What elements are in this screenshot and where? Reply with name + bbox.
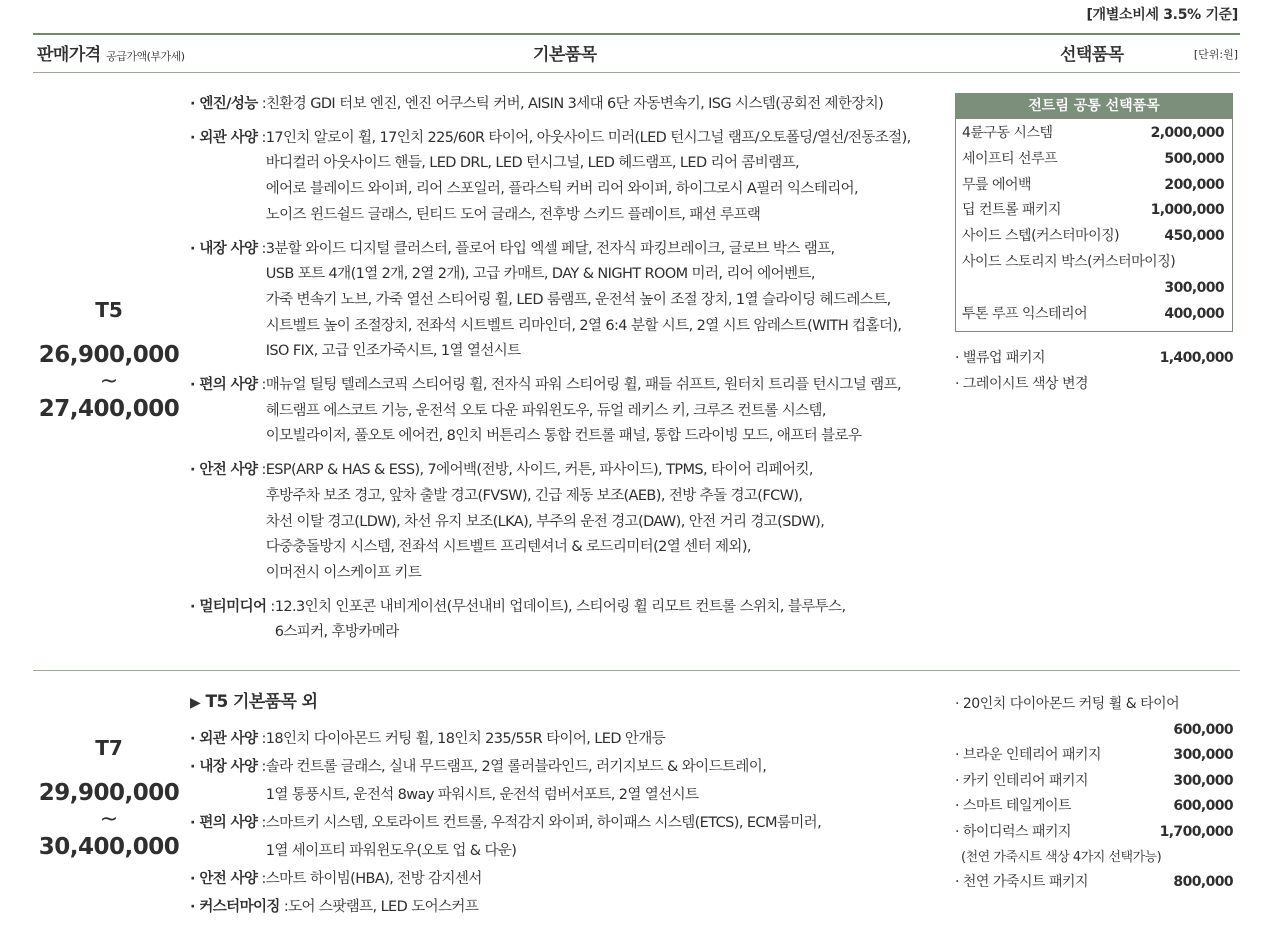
t7-price-tilde: ~ bbox=[99, 807, 119, 832]
spec-line: 이모빌라이저, 풀오토 에어컨, 8인치 버튼리스 통합 컨트롤 패널, 통합 드라이빙 모드, 애프터 블로우 bbox=[265, 428, 862, 445]
t7-option-rows bbox=[955, 743, 1233, 845]
common-options-box bbox=[955, 93, 1233, 332]
option-price: 1,000,000 bbox=[1150, 202, 1224, 219]
t7-extends-label: T5 기본품목 외 bbox=[205, 692, 318, 712]
option-name: · 브라운 인테리어 패키지 bbox=[955, 747, 1102, 763]
spec-text bbox=[266, 237, 940, 366]
spec-label: · 외관 사양 : bbox=[190, 129, 266, 146]
option-row bbox=[962, 173, 1224, 199]
spec-line: ISO FIX, 고급 인조가죽시트, 1열 열선시트 bbox=[265, 343, 521, 360]
spec-line: 노이즈 윈드쉴드 글래스, 틴티드 도어 글래스, 전후방 스키드 플레이트, 패션 루프랙 bbox=[265, 206, 761, 223]
option-name: · 밸류업 패키지 bbox=[955, 350, 1045, 366]
option-row bbox=[962, 276, 1224, 302]
spec-label-text: · 내장 사양 bbox=[190, 758, 258, 775]
spec-line: 18인치 다이아몬드 커팅 휠, 18인치 235/55R 타이어, LED 안개등 bbox=[265, 730, 666, 747]
option-name: · 그레이시트 색상 변경 bbox=[955, 375, 1089, 392]
spec-line: 12.3인치 인포콘 내비게이션(무선내비 업데이트), 스티어링 휠 리모트 컨트롤 스위치, 블루투스, bbox=[274, 598, 846, 615]
option-row bbox=[955, 769, 1233, 795]
spec-line: 차선 이탈 경고(LDW), 차선 유지 보조(LKA), 부주의 운전 경고(DAW), 안전 거리 경고(SDW), bbox=[265, 513, 825, 530]
option-row bbox=[962, 147, 1224, 173]
option-row bbox=[955, 346, 1233, 372]
spec-line: 이머전시 이스케이프 키트 bbox=[265, 564, 422, 581]
option-price: 200,000 bbox=[1164, 176, 1224, 193]
spec-line: 친환경 GDI 터보 엔진, 엔진 어쿠스틱 커버, AISIN 3세대 6단 자동변속기, ISG 시스템(공회전 제한장치) bbox=[265, 96, 884, 112]
header-option-items: 선택품목 bbox=[1060, 45, 1124, 65]
spec-row bbox=[190, 373, 940, 450]
option-price: 300,000 bbox=[1164, 279, 1224, 296]
spec-line: 스마트 하이빔(HBA), 전방 감지센서 bbox=[265, 870, 482, 887]
spec-line: 1열 세이프티 파워윈도우(오토 업 & 다운) bbox=[265, 842, 517, 859]
spec-label-text: · 내장 사양 bbox=[190, 240, 258, 257]
option-row bbox=[962, 121, 1224, 147]
unit-label: [단위:원] bbox=[1193, 48, 1238, 61]
option-row bbox=[955, 794, 1233, 820]
spec-line: 후방주차 보조 경고, 앞차 출발 경고(FVSW), 긴급 제동 보조(AEB), 전방 추돌 경고(FCW), bbox=[265, 487, 803, 504]
spec-line: 헤드램프 에스코트 기능, 운전석 오토 다운 파워윈도우, 듀얼 레키스 키, 크루즈 컨트롤 시스템, bbox=[265, 402, 826, 419]
spec-label: · 외관 사양 : bbox=[190, 730, 266, 747]
spec-label-text: · 안전 사양 bbox=[190, 462, 258, 479]
spec-line: USB 포트 4개(1열 2개, 2열 2개), 고급 카매트, DAY & NIGHT ROOM 미러, 리어 에어벤트, bbox=[265, 266, 815, 283]
common-options-title: 전트림 공통 선택품목 bbox=[956, 94, 1232, 119]
t5-trim-block bbox=[34, 298, 184, 422]
spec-text bbox=[266, 753, 940, 809]
option-name: 사이드 스토리지 박스(커스터마이징) bbox=[962, 253, 1176, 270]
spec-label: · 안전 사양 : bbox=[190, 462, 266, 479]
spec-line: ESP(ARP & HAS & ESS), 7에어백(전방, 사이드, 커튼, 파사이드), TPMS, 타이어 리페어킷, bbox=[265, 462, 813, 479]
option-row bbox=[962, 302, 1224, 328]
header-top-rule bbox=[33, 33, 1240, 35]
option-name: · 카키 인테리어 패키지 bbox=[955, 772, 1089, 789]
t5-trim-name: T5 bbox=[95, 298, 123, 322]
spec-row bbox=[190, 725, 940, 753]
option-name: 세이프티 선루프 bbox=[962, 150, 1058, 167]
spec-label-text: · 엔진/성능 bbox=[190, 96, 258, 112]
option-name: 무릎 에어백 bbox=[962, 176, 1032, 193]
header-price-sublabel: 공급가액(부가세) bbox=[106, 50, 185, 63]
spec-label: · 커스터마이징 : bbox=[190, 898, 289, 915]
spec-text bbox=[275, 595, 940, 646]
t7-options-list bbox=[955, 692, 1233, 896]
option-price: 1,700,000 bbox=[1159, 823, 1233, 840]
t5-options-list bbox=[955, 346, 1233, 397]
spec-line: 도어 스팟램프, LED 도어스커프 bbox=[288, 898, 479, 915]
spec-label: · 안전 사양 : bbox=[190, 870, 266, 887]
option-row bbox=[962, 224, 1224, 250]
spec-label: · 엔진/성능 : bbox=[190, 96, 266, 112]
spec-text bbox=[266, 725, 940, 753]
header-bottom-rule bbox=[33, 72, 1240, 73]
t5-basic-items bbox=[190, 92, 940, 654]
option-row bbox=[962, 198, 1224, 224]
spec-line: 1열 통풍시트, 운전석 8way 파워시트, 운전석 럼버서포트, 2열 열선시트 bbox=[265, 786, 699, 803]
opt-wheel-name: · 20인치 다이아몬드 커팅 휠 & 타이어 bbox=[955, 696, 1180, 712]
spec-text bbox=[266, 92, 940, 118]
trim-separator bbox=[33, 670, 1240, 671]
t7-spec-rows bbox=[190, 725, 940, 921]
spec-row bbox=[190, 92, 940, 118]
option-name: · 천연 가죽시트 패키지 bbox=[955, 874, 1089, 890]
t7-price-from: 29,900,000 bbox=[38, 780, 180, 806]
spec-line: 매뉴얼 틸팅 텔레스코픽 스티어링 휠, 전자식 파워 스티어링 휠, 패들 쉬프트, 원터치 트리플 턴시그널 램프, bbox=[265, 377, 901, 394]
t7-trim-block bbox=[34, 736, 184, 860]
option-price: 400,000 bbox=[1164, 305, 1224, 322]
t5-price-to: 27,400,000 bbox=[38, 396, 180, 422]
option-name: · 스마트 테일게이트 bbox=[955, 798, 1072, 814]
header-basic-items: 기본품목 bbox=[533, 45, 597, 65]
option-name: 4륜구동 시스템 bbox=[962, 125, 1053, 141]
spec-row bbox=[190, 126, 940, 229]
spec-row bbox=[190, 595, 940, 646]
spec-line: 시트벨트 높이 조절장치, 전좌석 시트벨트 리마인더, 2열 6:4 분할 시트, 2열 시트 암레스트(WITH 컵홀더), bbox=[265, 317, 902, 334]
option-row bbox=[962, 250, 1224, 276]
spec-row bbox=[190, 237, 940, 366]
option-name: · 하이디럭스 패키지 bbox=[955, 823, 1072, 840]
spec-label: · 내장 사양 : bbox=[190, 240, 266, 257]
spec-label-text: · 편의 사양 bbox=[190, 814, 258, 831]
spec-text bbox=[288, 893, 940, 921]
spec-line: 다중충돌방지 시스템, 전좌석 시트벨트 프리텐셔너 & 로드리미터(2열 센터 제외), bbox=[265, 539, 751, 556]
triangle-right-icon: ▶ bbox=[190, 695, 201, 711]
option-row bbox=[955, 870, 1233, 896]
spec-line: 솔라 컨트롤 글래스, 실내 무드램프, 2열 롤러블라인드, 러기지보드 & 와이드트레이, bbox=[265, 758, 767, 775]
option-name: 투톤 루프 익스테리어 bbox=[962, 305, 1088, 322]
option-row bbox=[955, 372, 1233, 398]
opt-wheel-price: 600,000 bbox=[1173, 721, 1233, 738]
spec-row bbox=[190, 893, 940, 921]
spec-label: · 멀티미디어 : bbox=[190, 598, 275, 615]
option-price: 1,400,000 bbox=[1159, 350, 1233, 366]
header-price-label: 판매가격 bbox=[37, 45, 101, 65]
spec-line: 3분할 와이드 디지털 클러스터, 플로어 타입 엑셀 페달, 전자식 파킹브레이크, 글로브 박스 램프, bbox=[265, 240, 835, 257]
spec-label: · 내장 사양 : bbox=[190, 758, 266, 775]
spec-line: 에어로 블레이드 와이퍼, 리어 스포일러, 플라스틱 커버 리어 와이퍼, 하이그로시 A필러 익스테리어, bbox=[265, 181, 859, 198]
tax-basis-note: [개별소비세 3.5% 기준] bbox=[1086, 7, 1238, 23]
spec-line: 스마트키 시스템, 오토라이트 컨트롤, 우적감지 와이퍼, 하이패스 시스템(ETCS), ECM룸미러, bbox=[265, 814, 822, 831]
option-row bbox=[955, 743, 1233, 769]
hideluxe-note: (천연 가죽시트 색상 4가지 선택가능) bbox=[961, 850, 1162, 865]
option-price: 450,000 bbox=[1164, 228, 1224, 245]
option-price: 300,000 bbox=[1173, 772, 1233, 789]
spec-row bbox=[190, 865, 940, 893]
spec-label: · 편의 사양 : bbox=[190, 814, 266, 831]
t5-price-tilde: ~ bbox=[99, 369, 119, 394]
spec-label-text: · 편의 사양 bbox=[190, 377, 258, 394]
t7-extends-title bbox=[190, 690, 940, 717]
spec-line: 17인치 알로이 휠, 17인치 225/60R 타이어, 아웃사이드 미러(LED 턴시그널 램프/오토폴딩/열선/전동조절), bbox=[265, 129, 911, 146]
option-name: 사이드 스텝(커스터마이징) bbox=[962, 228, 1120, 245]
t7-trim-name: T7 bbox=[95, 736, 123, 760]
spec-text bbox=[266, 373, 940, 450]
t7-basic-items bbox=[190, 690, 940, 921]
option-price: 300,000 bbox=[1173, 747, 1233, 763]
option-row bbox=[955, 820, 1233, 846]
spec-label-text: · 커스터마이징 bbox=[190, 898, 280, 915]
spec-text bbox=[266, 126, 940, 229]
common-options-list bbox=[956, 119, 1232, 331]
option-name: 딥 컨트롤 패키지 bbox=[962, 202, 1062, 219]
spec-label-text: · 멀티미디어 bbox=[190, 598, 267, 615]
spec-text bbox=[266, 458, 940, 587]
option-price: 500,000 bbox=[1164, 150, 1224, 167]
spec-label: · 편의 사양 : bbox=[190, 377, 266, 394]
spec-line: 가죽 변속기 노브, 가죽 열선 스티어링 휠, LED 룸램프, 운전석 높이 조절 장치, 1열 슬라이딩 헤드레스트, bbox=[265, 291, 891, 308]
spec-label-text: · 외관 사양 bbox=[190, 129, 258, 146]
spec-row bbox=[190, 458, 940, 587]
spec-row bbox=[190, 809, 940, 865]
option-price: 600,000 bbox=[1173, 798, 1233, 814]
spec-text bbox=[266, 865, 940, 893]
spec-label-text: · 외관 사양 bbox=[190, 730, 258, 747]
spec-label-text: · 안전 사양 bbox=[190, 870, 258, 887]
spec-line: 6스피커, 후방카메라 bbox=[274, 624, 399, 641]
t5-price-from: 26,900,000 bbox=[38, 342, 180, 368]
spec-row bbox=[190, 753, 940, 809]
spec-text bbox=[266, 809, 940, 865]
option-price: 800,000 bbox=[1173, 874, 1233, 890]
spec-line: 바디컬러 아웃사이드 핸들, LED DRL, LED 턴시그널, LED 헤드램프, LED 리어 콤비램프, bbox=[265, 155, 799, 172]
header-price-column bbox=[37, 40, 185, 65]
option-price: 2,000,000 bbox=[1150, 125, 1224, 141]
t7-price-to: 30,400,000 bbox=[38, 834, 180, 860]
